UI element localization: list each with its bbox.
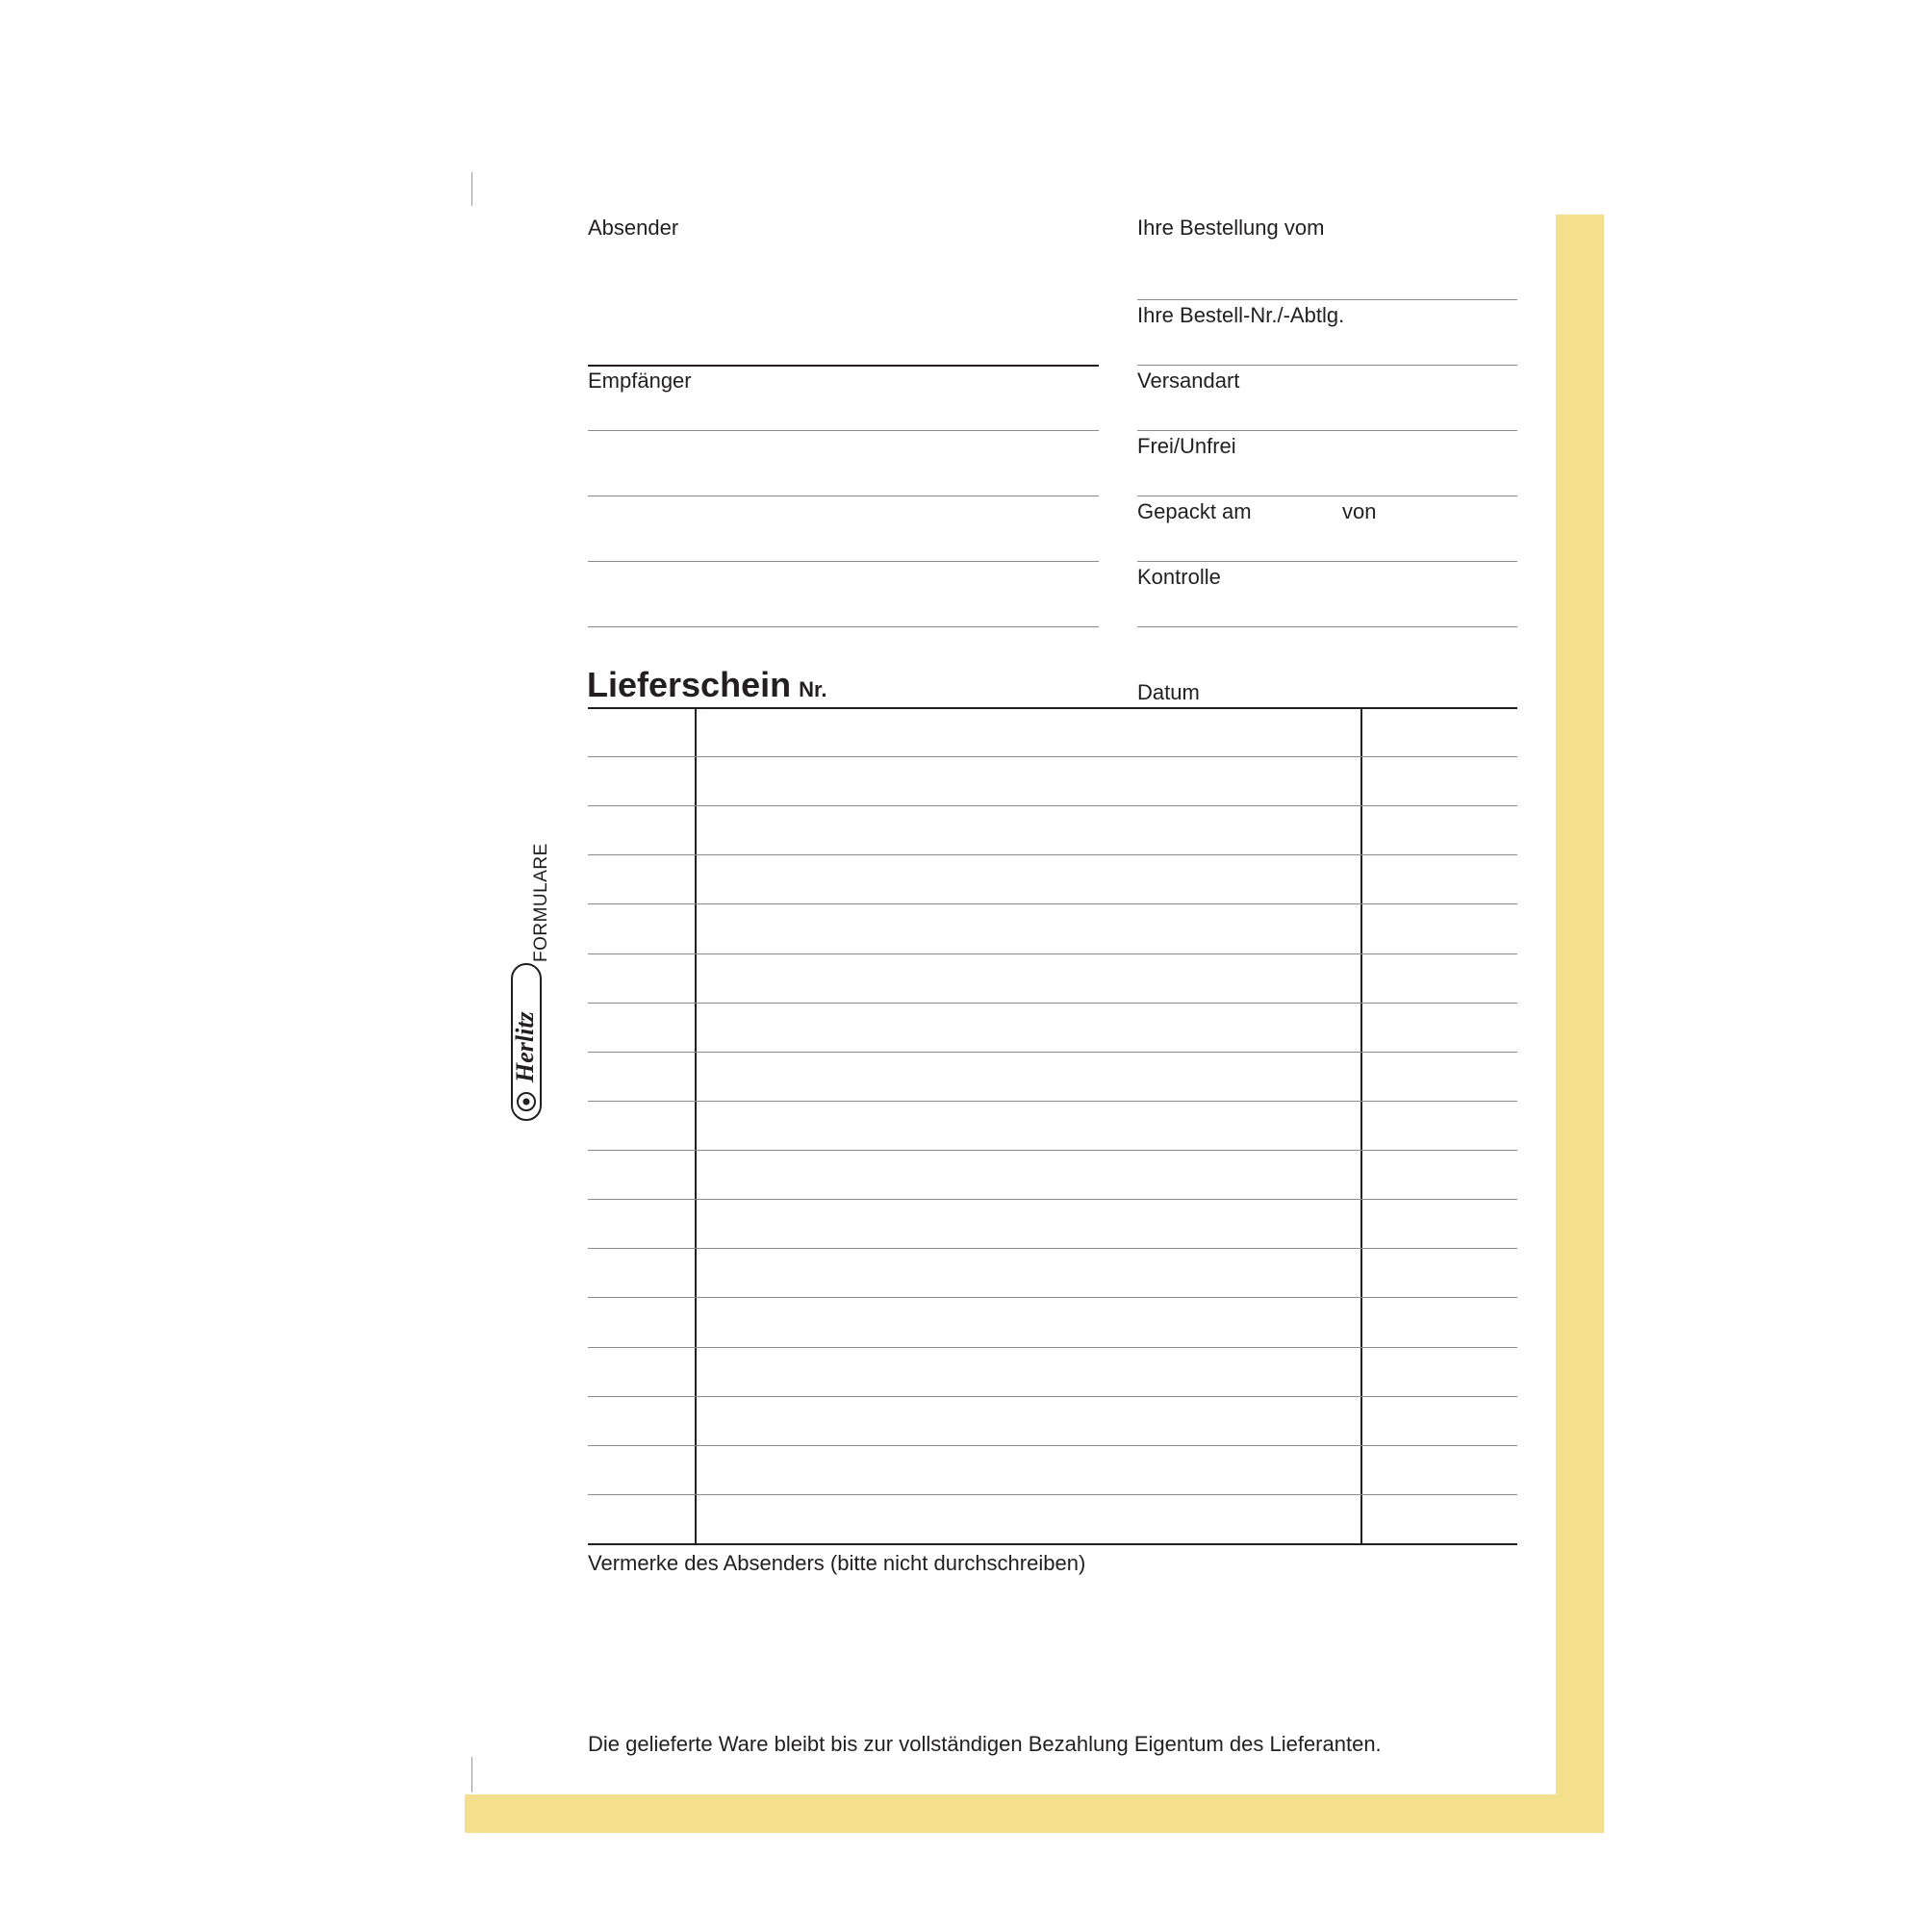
frei-unfrei-label: Frei/Unfrei bbox=[1137, 434, 1236, 458]
von-label: von bbox=[1342, 499, 1377, 523]
datum-label: Datum bbox=[1137, 680, 1200, 704]
table-row[interactable] bbox=[588, 903, 1517, 904]
table-row[interactable] bbox=[588, 1347, 1517, 1348]
empfaenger-line-1[interactable] bbox=[588, 430, 1099, 431]
table-column-divider-1 bbox=[695, 708, 697, 1544]
table-row[interactable] bbox=[588, 1494, 1517, 1495]
vermerke-label: Vermerke des Absenders (bitte nicht durchschreiben) bbox=[588, 1551, 1086, 1575]
table-bottom-border bbox=[588, 1543, 1517, 1545]
punch-mark-bottom bbox=[471, 1757, 472, 1792]
gepackt-am-line[interactable] bbox=[1137, 561, 1517, 562]
herlitz-logo-text: Herlitz bbox=[511, 1011, 539, 1082]
versandart-label: Versandart bbox=[1137, 369, 1240, 393]
table-row[interactable] bbox=[588, 953, 1517, 954]
kontrolle-label: Kontrolle bbox=[1137, 565, 1221, 589]
table-row[interactable] bbox=[588, 756, 1517, 757]
table-row[interactable] bbox=[588, 805, 1517, 806]
gepackt-am-label: Gepackt am bbox=[1137, 499, 1252, 523]
table-row[interactable] bbox=[588, 1445, 1517, 1446]
table-column-divider-2 bbox=[1360, 708, 1362, 1544]
bestellung-vom-line[interactable] bbox=[1137, 299, 1517, 300]
table-row[interactable] bbox=[588, 1101, 1517, 1102]
table-row[interactable] bbox=[588, 1396, 1517, 1397]
footer-note: Die gelieferte Ware bleibt bis zur vollständigen Bezahlung Eigentum des Lieferanten. bbox=[588, 1732, 1382, 1756]
versandart-line[interactable] bbox=[1137, 430, 1517, 431]
bestellung-vom-label: Ihre Bestellung vom bbox=[1137, 216, 1325, 240]
yellow-copy-sheet-right bbox=[1556, 215, 1604, 1833]
empfaenger-line-3[interactable] bbox=[588, 561, 1099, 562]
table-row[interactable] bbox=[588, 1003, 1517, 1004]
table-row[interactable] bbox=[588, 1199, 1517, 1200]
absender-line bbox=[588, 365, 1099, 367]
table-row[interactable] bbox=[588, 1052, 1517, 1053]
empfaenger-label: Empfänger bbox=[588, 369, 692, 393]
table-top-border bbox=[588, 707, 1517, 709]
lieferschein-title: Lieferschein bbox=[587, 665, 792, 704]
table-row[interactable] bbox=[588, 854, 1517, 855]
absender-label: Absender bbox=[588, 216, 679, 240]
table-row[interactable] bbox=[588, 1248, 1517, 1249]
bestell-nr-line[interactable] bbox=[1137, 365, 1517, 366]
punch-mark-top bbox=[471, 172, 472, 206]
table-row[interactable] bbox=[588, 1297, 1517, 1298]
table-row[interactable] bbox=[588, 1150, 1517, 1151]
kontrolle-line[interactable] bbox=[1137, 626, 1517, 627]
bestell-nr-label: Ihre Bestell-Nr./-Abtlg. bbox=[1137, 303, 1345, 327]
empfaenger-line-4[interactable] bbox=[588, 626, 1099, 627]
lieferschein-nr-label: Nr. bbox=[799, 677, 827, 701]
form-title bbox=[587, 666, 826, 709]
yellow-copy-sheet-bottom bbox=[465, 1794, 1604, 1833]
formulare-label: FORMULARE bbox=[531, 843, 551, 962]
